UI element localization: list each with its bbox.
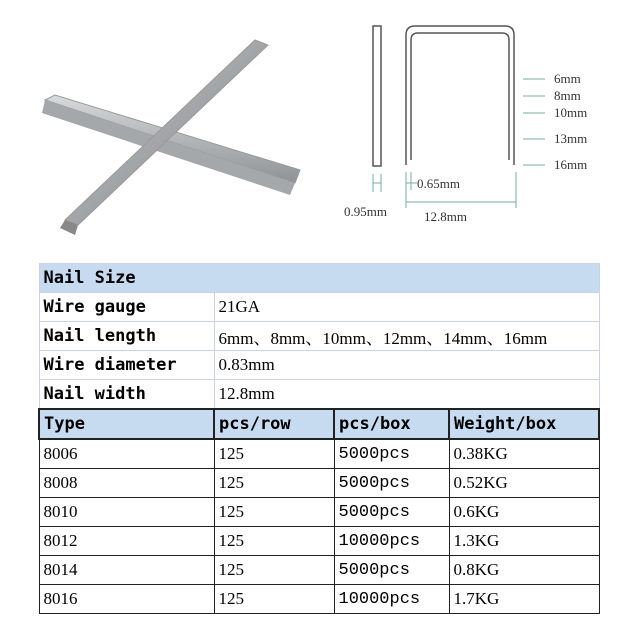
- table-row: [39, 585, 599, 614]
- length-label: 8mm: [554, 88, 581, 103]
- pcs-box-cell: 5000pcs: [334, 498, 449, 527]
- pcs-row-cell: 125: [214, 585, 334, 614]
- thickness-label: 0.95mm: [344, 204, 387, 219]
- length-label: 13mm: [554, 131, 588, 146]
- type-cell: 8014: [39, 556, 214, 585]
- table-row: [39, 556, 599, 585]
- column-header-type: Type: [39, 409, 214, 439]
- length-label: 6mm: [554, 71, 581, 86]
- weight-box-cell: 0.6KG: [449, 498, 599, 527]
- length-label: 10mm: [554, 105, 588, 120]
- weight-box-cell: 1.3KG: [449, 527, 599, 556]
- table-row: [39, 498, 599, 527]
- type-cell: 8006: [39, 439, 214, 469]
- table-row: [39, 469, 599, 498]
- type-cell: 8012: [39, 527, 214, 556]
- pcs-box-cell: 5000pcs: [334, 556, 449, 585]
- pcs-box-cell: 10000pcs: [334, 527, 449, 556]
- wire-label: 0.65mm: [417, 176, 460, 191]
- column-header-pcs-row: pcs/row: [214, 409, 334, 439]
- spec-value: 21GA: [214, 293, 599, 322]
- pcs-row-cell: 125: [214, 469, 334, 498]
- spec-label: Wire diameter: [39, 351, 214, 380]
- type-cell: 8010: [39, 498, 214, 527]
- pcs-row-cell: 125: [214, 498, 334, 527]
- weight-box-cell: 0.38KG: [449, 439, 599, 469]
- spec-label: Nail length: [39, 322, 214, 351]
- table-row: [39, 439, 599, 469]
- column-header-pcs-box: pcs/box: [334, 409, 449, 439]
- pcs-row-cell: 125: [214, 439, 334, 469]
- staple-dimension-diagram: [320, 0, 640, 240]
- pcs-box-cell: 5000pcs: [334, 439, 449, 469]
- table-row: [39, 527, 599, 556]
- spec-title: Nail Size: [39, 264, 599, 293]
- spec-table: [38, 263, 600, 614]
- weight-box-cell: 1.7KG: [449, 585, 599, 614]
- spec-label: Nail width: [39, 380, 214, 410]
- type-cell: 8008: [39, 469, 214, 498]
- pcs-row-cell: 125: [214, 527, 334, 556]
- spec-value: 0.83mm: [214, 351, 599, 380]
- pcs-row-cell: 125: [214, 556, 334, 585]
- type-cell: 8016: [39, 585, 214, 614]
- spec-label: Wire gauge: [39, 293, 214, 322]
- spec-value: 6mm、8mm、10mm、12mm、14mm、16mm: [214, 322, 599, 351]
- pcs-box-cell: 10000pcs: [334, 585, 449, 614]
- staples-photo: [30, 25, 320, 235]
- weight-box-cell: 0.8KG: [449, 556, 599, 585]
- weight-box-cell: 0.52KG: [449, 469, 599, 498]
- spec-value: 12.8mm: [214, 380, 599, 410]
- width-label: 12.8mm: [424, 209, 467, 224]
- pcs-box-cell: 5000pcs: [334, 469, 449, 498]
- length-label: 16mm: [554, 157, 588, 172]
- column-header-weight-box: Weight/box: [449, 409, 599, 439]
